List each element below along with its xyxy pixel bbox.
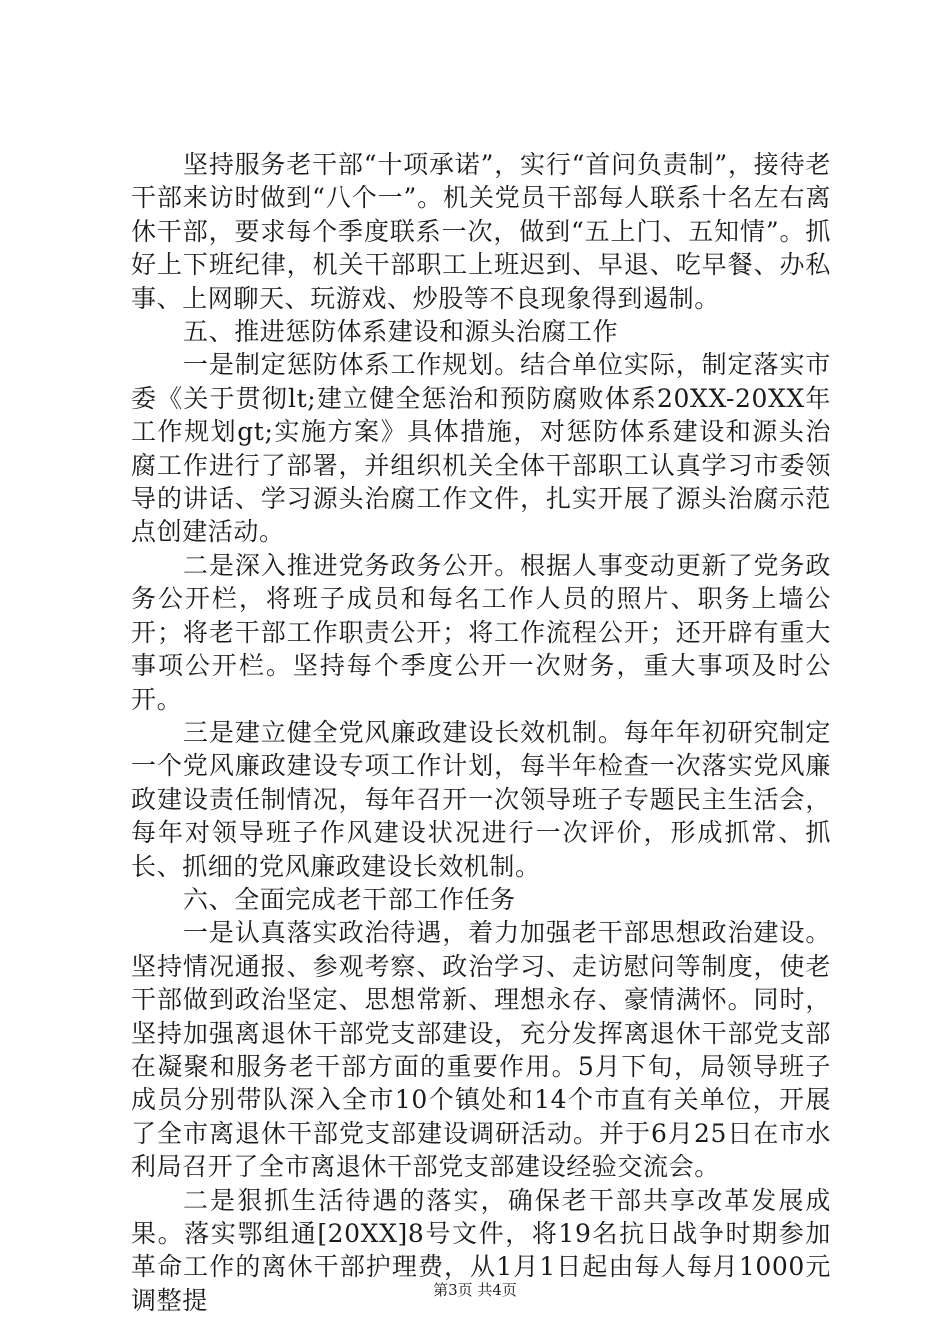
paragraph-openness: 二是深入推进党务政务公开。根据人事变动更新了党务政务公开栏，将班子成员和每名工作人员的照片、职务上墙公开；将老干部工作职责公开；将工作流程公开；还开辟有重大事项公开栏。坚持每个季度公开一次财务，重大事项及时公开。 bbox=[131, 550, 831, 714]
paragraph-political-treatment: 一是认真落实政治待遇，着力加强老干部思想政治建设。坚持情况通报、参观考察、政治学习、走访慰问等制度，使老干部做到政治坚定、思想常新、理想永存、豪情满怀。同时，坚持加强离退休干部党支部建设，充分发挥离退休干部党支部在凝聚和服务老干部方面的重要作用。5月下旬，局领导班子成员分别带队深入全市10个镇处和14个市直有关单位，开展了全市离退休干部党支部建设调研活动。并于6月25日在市水利局召开了全市离退休干部党支部建设经验交流会。 bbox=[131, 918, 831, 1182]
paragraph-service-commitments: 坚持服务老干部“十项承诺”，实行“首问负责制”，接待老干部来访时做到“八个一”。机关党员干部每人联系十名左右离休干部，要求每个季度联系一次，做到“五上门、五知情”。抓好上下班纪律，机关干部职工上班迟到、早退、吃早餐、办私事、上网聊天、玩游戏、炒股等不良现象得到遏制。 bbox=[131, 150, 831, 313]
paragraph-planning: 一是制定惩防体系工作规划。结合单位实际，制定落实市委《关于贯彻lt;建立健全惩治和预防腐败体系20XX-20XX年工作规划gt;实施方案》具体措施，对惩防体系建设和源头治腐工作进行了部署，并组织机关全体干部职工认真学习市委领导的讲话、学习源头治腐工作文件，扎实开展了源头治腐示范点创建活动。 bbox=[131, 350, 831, 547]
paragraph-living-treatment: 二是狠抓生活待遇的落实，确保老干部共享改革发展成果。落实鄂组通[20XX]8号文件，将19名抗日战争时期参加革命工作的离休干部护理费，从1月1日起由每人每月1000元调整提 bbox=[131, 1185, 831, 1315]
section-heading-six: 六、全面完成老干部工作任务 bbox=[183, 884, 516, 914]
document-body bbox=[131, 148, 831, 1317]
page-footer: 第3页 共4页 bbox=[433, 1281, 517, 1299]
section-heading-five: 五、推进惩防体系建设和源头治腐工作 bbox=[183, 317, 619, 347]
paragraph-long-term-mechanism: 三是建立健全党风廉政建设长效机制。每年年初研究制定一个党风廉政建设专项工作计划，每半年检查一次落实党风廉政建设责任制情况，每年召开一次领导班子专题民主生活会，每年对领导班子作风建设状况进行一次评价，形成抓常、抓长、抓细的党风廉政建设长效机制。 bbox=[131, 717, 831, 881]
